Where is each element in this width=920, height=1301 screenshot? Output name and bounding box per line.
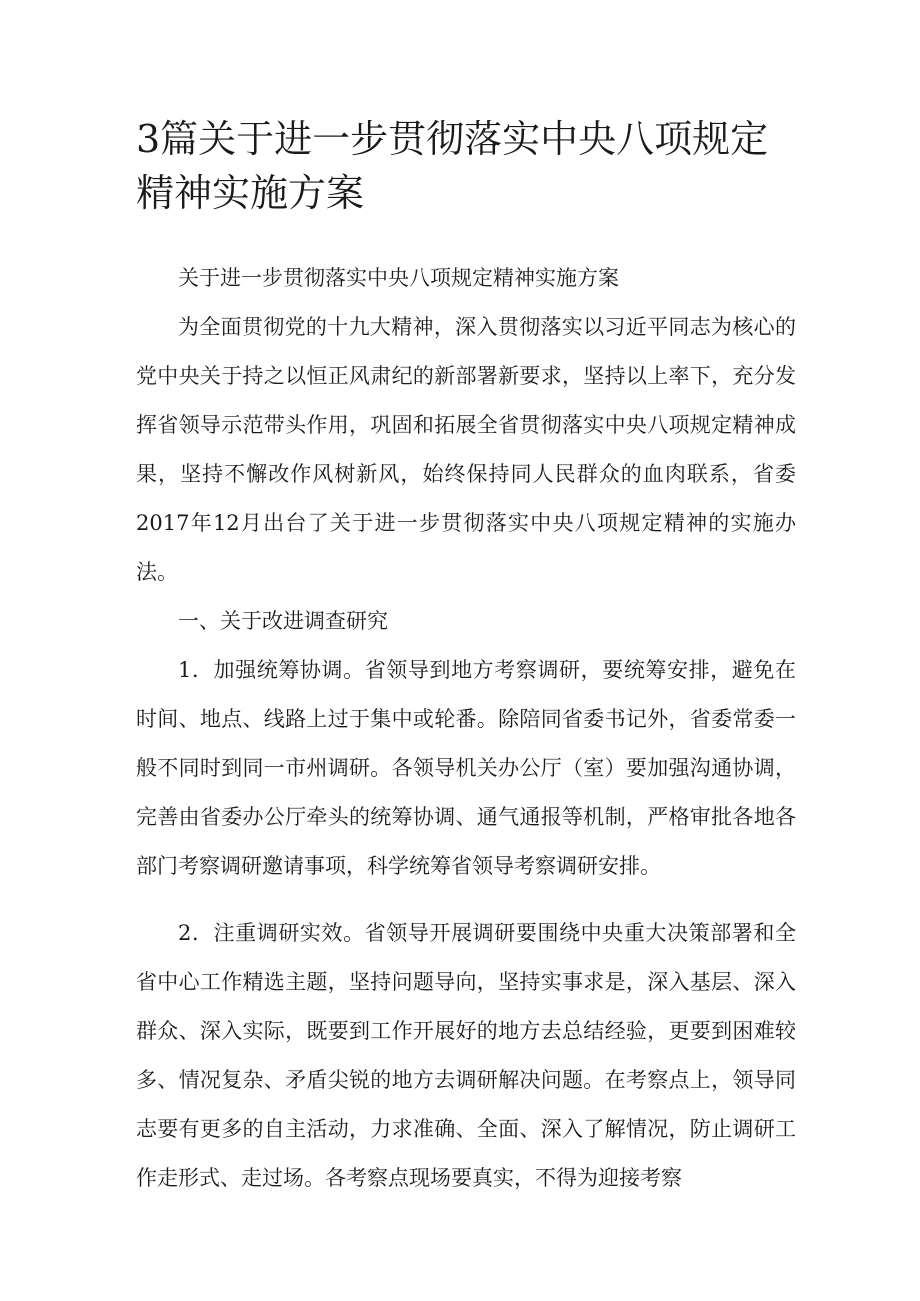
item-2-paragraph: 2．注重调研实效。省领导开展调研要围绕中央重大决策部署和全省中心工作精选主题，坚持问题导向，坚持实事求是，深入基层、深入群众、深入实际，既要到工作开展好的地方去总结经验，更要到困难较多、情况复杂、矛盾尖锐的地方去调研解决问题。在考察点上，领导同志要有更多的自主活动，力求准确、全面、深入了解情况，防止调研工作走形式、走过场。各考察点现场要真实，不得为迎接考察 xyxy=(136,921,796,1190)
document-title: 3篇关于进一步贯彻落实中央八项规定精神实施方案 xyxy=(136,117,769,215)
subtitle-paragraph: 关于进一步贯彻落实中央八项规定精神实施方案 xyxy=(178,266,619,290)
item-1-paragraph: 1．加强统筹协调。省领导到地方考察调研，要统筹安排，避免在时间、地点、线路上过于集中或轮番。除陪同省委书记外，省委常委一般不同时到同一市州调研。各领导机关办公厅（室）要加强沟通协调，完善由省委办公厅牵头的统筹协调、通气通报等机制，严格审批各地各部门考察调研邀请事项，科学统筹省领导考察调研安排。 xyxy=(136,658,796,878)
section-heading: 一、关于改进调查研究 xyxy=(178,609,388,633)
intro-paragraph: 为全面贯彻党的十九大精神，深入贯彻落实以习近平同志为核心的党中央关于持之以恒正风肃纪的新部署新要求，坚持以上率下，充分发挥省领导示范带头作用，巩固和拓展全省贯彻落实中央八项规定精神成果，坚持不懈改作风树新风，始终保持同人民群众的血肉联系，省委2017年12月出台了关于进一步贯彻落实中央八项规定精神的实施办法。 xyxy=(136,315,796,584)
document-body xyxy=(136,254,796,1203)
